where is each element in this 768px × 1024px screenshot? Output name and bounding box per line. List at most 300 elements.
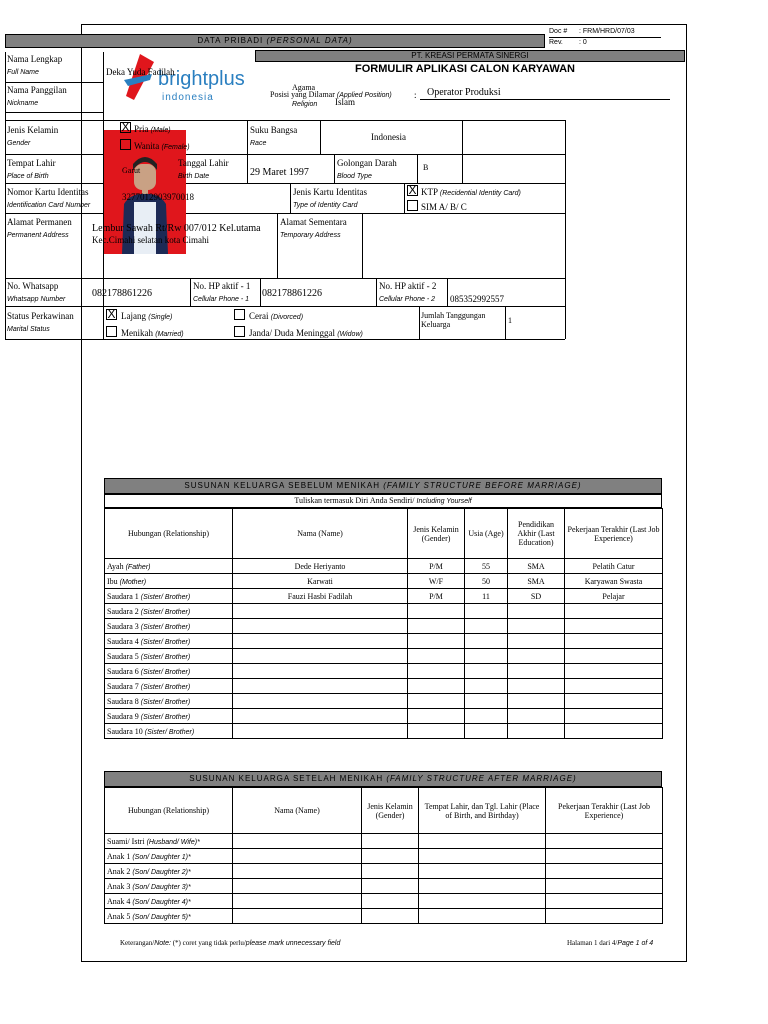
grid-line <box>362 213 363 278</box>
row-gender[interactable] <box>408 649 465 664</box>
birth-date-value: 29 Maret 1997 <box>250 167 309 178</box>
family-before-row <box>105 664 663 679</box>
doc-no-label: Doc # <box>549 28 568 35</box>
row-birth[interactable] <box>419 849 546 864</box>
row-name[interactable] <box>233 909 362 924</box>
family-after-title: SUSUNAN KELUARGA SETELAH MENIKAH <box>189 774 384 783</box>
rel-italic: (Sister/ Brother) <box>140 683 191 691</box>
row-relationship <box>105 649 233 664</box>
address-line-2: Kec.Cimahi selatan kota Cimahi <box>92 235 209 245</box>
phone2-italic: Cellular Phone - 2 <box>379 296 436 303</box>
position-value: Operator Produksi <box>427 87 501 98</box>
marital-widow-label <box>249 328 363 338</box>
grid-line <box>5 154 565 155</box>
row-birth[interactable] <box>419 834 546 849</box>
logo-subtext: indonesia <box>162 92 214 103</box>
row-relationship <box>105 894 233 909</box>
row-education[interactable]: SMA <box>508 559 565 574</box>
married-italic: (Married) <box>155 331 184 338</box>
grid-line <box>277 213 278 278</box>
blood-value: B <box>423 163 429 172</box>
row-relationship <box>105 709 233 724</box>
label-address <box>7 217 72 239</box>
family-after-title-italic: (FAMILY STRUCTURE AFTER MARRIAGE) <box>386 774 577 783</box>
row-age[interactable] <box>465 694 508 709</box>
row-relationship <box>105 574 233 589</box>
family-after-row <box>105 879 663 894</box>
id-type-label: Jenis Kartu Identitas <box>293 187 367 197</box>
whatsapp-italic: Whatsapp Number <box>7 296 66 303</box>
id-number-value: 3277012903970018 <box>122 192 194 202</box>
company-name: PT. KREASI PERMATA SINERGI <box>411 51 529 60</box>
after-header-job: Pekerjaan Terakhir (Last Job Experience) <box>546 788 663 834</box>
page-italic: Page 1 of 4 <box>617 940 654 947</box>
rel-italic: (Sister/ Brother) <box>140 593 191 601</box>
personal-data-header <box>5 34 545 48</box>
marital-single-label <box>121 311 172 321</box>
marital-label: Status Perkawinan <box>7 311 74 321</box>
row-name[interactable] <box>233 849 362 864</box>
row-relationship <box>105 664 233 679</box>
row-relationship <box>105 604 233 619</box>
label-id-type <box>293 187 367 209</box>
family-before-title-italic: (FAMILY STRUCTURE BEFORE MARRIAGE) <box>383 481 582 490</box>
family-before-subtitle <box>104 494 662 508</box>
label-full-name <box>7 54 62 76</box>
family-before-row <box>105 559 663 574</box>
label-temp-address <box>280 217 347 239</box>
family-before-row <box>105 649 663 664</box>
rel-text: Saudara 6 <box>107 666 139 676</box>
row-relationship <box>105 589 233 604</box>
id-ktp-label <box>421 187 521 197</box>
grid-line <box>447 278 448 306</box>
row-job[interactable] <box>546 894 663 909</box>
male-text: Pria <box>134 124 149 134</box>
row-name[interactable] <box>233 664 408 679</box>
row-name[interactable] <box>233 894 362 909</box>
grid-line <box>376 278 377 306</box>
family-before-row <box>105 604 663 619</box>
birth-place-label: Tempat Lahir <box>7 158 56 168</box>
single-italic: (Single) <box>148 314 173 321</box>
marital-divorced-label <box>249 311 303 321</box>
rev-label: Rev. <box>549 39 563 46</box>
row-education[interactable]: SMA <box>508 574 565 589</box>
rel-text: Ibu <box>107 576 118 586</box>
phone-1-value: 082178861226 <box>262 288 322 299</box>
row-age[interactable] <box>465 679 508 694</box>
row-job[interactable] <box>565 664 663 679</box>
phone2-label: No. HP aktif - 2 <box>379 281 437 291</box>
row-age[interactable]: 50 <box>465 574 508 589</box>
religion-italic: Religion <box>292 101 318 108</box>
dependents-value: 1 <box>508 316 512 325</box>
rel-text: Saudara 5 <box>107 651 139 661</box>
row-name[interactable] <box>233 694 408 709</box>
grid-line <box>5 213 565 214</box>
doc-no-value: : FRM/HRD/07/03 <box>579 28 635 35</box>
row-job[interactable] <box>546 909 663 924</box>
row-job[interactable] <box>546 834 663 849</box>
family-before-table <box>104 508 663 739</box>
note-italic: Note: <box>154 940 171 947</box>
gender-male-label <box>134 124 171 134</box>
row-education[interactable] <box>508 694 565 709</box>
marital-single-checkbox[interactable]: X <box>107 307 116 321</box>
header-name: Nama (Name) <box>233 509 408 559</box>
row-gender[interactable] <box>408 724 465 739</box>
marital-married-checkbox[interactable] <box>106 326 117 337</box>
gender-female-label <box>134 141 190 151</box>
male-italic: (Male) <box>150 127 171 134</box>
family-after-row <box>105 864 663 879</box>
nationality-label: Suku Bangsa <box>250 125 298 135</box>
birth-date-italic: Birth Date <box>178 173 210 180</box>
rel-text: Saudara 3 <box>107 621 139 631</box>
grid-line <box>320 120 321 154</box>
family-after-header-row <box>105 788 663 834</box>
label-blood <box>337 158 397 180</box>
family-before-row <box>105 589 663 604</box>
religion-value: Islam <box>335 97 355 107</box>
birth-place-italic: Place of Birth <box>7 173 49 180</box>
rel-text: Anak 3 <box>107 881 131 891</box>
footer-page <box>567 939 653 947</box>
grid-line <box>247 120 248 183</box>
row-age[interactable]: 55 <box>465 559 508 574</box>
row-education[interactable] <box>508 649 565 664</box>
position-label-italic: (Applied Position) <box>336 92 392 99</box>
row-relationship <box>105 879 233 894</box>
logo-mark-icon <box>122 52 162 102</box>
grid-line <box>419 306 420 339</box>
family-before-row <box>105 694 663 709</box>
rel-italic: (Father) <box>125 563 151 571</box>
header-education: Pendidikan Akhir (Last Education) <box>508 509 565 559</box>
family-before-row <box>105 724 663 739</box>
row-gender[interactable] <box>408 634 465 649</box>
row-gender[interactable] <box>362 864 419 879</box>
rel-italic: (Sister/ Brother) <box>140 608 191 616</box>
full-name-label: Nama Lengkap <box>7 54 63 64</box>
family-after-row <box>105 849 663 864</box>
whatsapp-value: 082178861226 <box>92 288 152 299</box>
female-text: Wanita <box>134 141 160 151</box>
family-before-row <box>105 634 663 649</box>
grid-line <box>417 154 418 183</box>
header-age: Usia (Age) <box>465 509 508 559</box>
row-name[interactable] <box>233 864 362 879</box>
gender-female-checkbox[interactable] <box>120 139 131 150</box>
birth-place-value: Garut <box>122 166 141 175</box>
marital-italic: Marital Status <box>7 326 50 333</box>
row-name[interactable] <box>233 724 408 739</box>
row-relationship <box>105 634 233 649</box>
row-gender[interactable] <box>362 849 419 864</box>
row-name[interactable] <box>233 709 408 724</box>
rel-text: Anak 2 <box>107 866 131 876</box>
note-rest: (*) coret yang tidak perlu/ <box>172 939 246 947</box>
row-job[interactable] <box>565 724 663 739</box>
rel-italic: (Son/ Daughter 5)* <box>132 913 191 921</box>
rel-italic: (Sister/ Brother) <box>140 638 191 646</box>
row-name[interactable]: Dede Heriyanto <box>233 559 408 574</box>
row-job[interactable] <box>565 604 663 619</box>
label-birth-date <box>178 158 229 180</box>
id-sim-checkbox[interactable] <box>407 200 418 211</box>
row-age[interactable] <box>465 664 508 679</box>
row-birth[interactable] <box>419 879 546 894</box>
row-gender[interactable] <box>362 894 419 909</box>
row-name[interactable] <box>233 679 408 694</box>
row-education[interactable]: SD <box>508 589 565 604</box>
rel-italic: (Sister/ Brother) <box>140 668 191 676</box>
row-job[interactable]: Pelatih Catur <box>565 559 663 574</box>
phone1-label: No. HP aktif - 1 <box>193 281 251 291</box>
row-gender[interactable]: P/M <box>408 589 465 604</box>
label-phone-2 <box>379 281 436 303</box>
header-gender: Jenis Kelamin (Gender) <box>408 509 465 559</box>
row-job[interactable] <box>565 634 663 649</box>
married-text: Menikah <box>121 328 153 338</box>
row-education[interactable] <box>508 634 565 649</box>
after-header-relationship: Hubungan (Relationship) <box>105 788 233 834</box>
rel-italic: (Son/ Daughter 1)* <box>132 853 191 861</box>
note-label: Keterangan/ <box>120 939 155 947</box>
row-gender[interactable] <box>362 879 419 894</box>
row-birth[interactable] <box>419 909 546 924</box>
note-rest-italic: please mark unnecessary field <box>245 940 341 947</box>
position-underline <box>420 99 670 100</box>
grid-line <box>260 278 261 306</box>
id-ktp-checkbox[interactable]: X <box>408 183 417 197</box>
row-name[interactable] <box>233 634 408 649</box>
grid-line <box>5 120 565 121</box>
rel-text: Anak 1 <box>107 851 131 861</box>
temp-address-label: Alamat Sementara <box>280 217 347 227</box>
id-number-italic: Identification Card Number <box>7 202 91 209</box>
nationality-italic: Race <box>250 140 267 147</box>
rel-italic: (Son/ Daughter 4)* <box>132 898 191 906</box>
row-job[interactable] <box>546 879 663 894</box>
personal-data-title-italic: (PERSONAL DATA) <box>266 36 353 45</box>
grid-line <box>290 183 291 213</box>
rel-text: Saudara 8 <box>107 696 139 706</box>
grid-line <box>5 339 565 340</box>
single-text: Lajang <box>121 311 146 321</box>
rel-italic: (Sister/ Brother) <box>140 623 191 631</box>
row-age[interactable] <box>465 724 508 739</box>
family-after-table <box>104 787 663 924</box>
id-number-label: Nomor Kartu Identitas <box>7 187 89 197</box>
rel-text: Saudara 9 <box>107 711 139 721</box>
gender-label: Jenis Kelamin <box>7 125 59 135</box>
family-before-row <box>105 679 663 694</box>
label-gender <box>7 125 58 147</box>
row-education[interactable] <box>508 724 565 739</box>
rel-italic: (Sister/ Brother) <box>140 698 191 706</box>
family-before-row <box>105 574 663 589</box>
grid-line <box>5 183 565 184</box>
address-line-1: Lembur Sawah Rt/Rw 007/012 Kel.utama <box>92 223 261 234</box>
rel-italic: (Sister/ Brother) <box>140 653 191 661</box>
row-gender[interactable] <box>408 604 465 619</box>
rel-text: Ayah <box>107 561 124 571</box>
rel-text: Saudara 1 <box>107 591 139 601</box>
row-name[interactable] <box>233 649 408 664</box>
row-gender[interactable] <box>408 679 465 694</box>
marital-divorced-checkbox[interactable] <box>234 309 245 320</box>
row-age[interactable]: 11 <box>465 589 508 604</box>
full-name-italic: Full Name <box>7 69 39 76</box>
row-name[interactable] <box>233 879 362 894</box>
row-relationship <box>105 864 233 879</box>
birth-date-label: Tanggal Lahir <box>178 158 229 168</box>
row-job[interactable]: Karyawan Swasta <box>565 574 663 589</box>
rel-text: Saudara 7 <box>107 681 139 691</box>
nickname-italic: Nickname <box>7 100 39 107</box>
blood-italic: Blood Type <box>337 173 372 180</box>
row-job[interactable] <box>565 619 663 634</box>
rev-value: : 0 <box>579 39 587 46</box>
label-nickname <box>7 85 67 107</box>
row-name[interactable] <box>233 619 408 634</box>
header-job: Pekerjaan Terakhir (Last Job Experience) <box>565 509 663 559</box>
row-gender[interactable] <box>362 834 419 849</box>
id-sim-label: SIM A/ B/ C <box>421 202 467 212</box>
rel-text: Saudara 10 <box>107 726 143 736</box>
row-gender[interactable] <box>362 909 419 924</box>
row-gender[interactable]: P/M <box>408 559 465 574</box>
label-marital <box>7 311 74 333</box>
nickname-label: Nama Panggilan <box>7 85 67 95</box>
row-education[interactable] <box>508 679 565 694</box>
personal-data-title: DATA PRIBADI <box>197 36 264 45</box>
doc-number-box <box>549 27 661 48</box>
rel-italic: (Sister/ Brother) <box>140 713 191 721</box>
family-before-header-row <box>105 509 663 559</box>
label-nationality <box>250 125 297 147</box>
row-gender[interactable] <box>408 694 465 709</box>
row-job[interactable] <box>565 649 663 664</box>
row-education[interactable] <box>508 709 565 724</box>
row-relationship <box>105 724 233 739</box>
row-job[interactable] <box>565 694 663 709</box>
row-age[interactable] <box>465 604 508 619</box>
row-education[interactable] <box>508 619 565 634</box>
row-relationship <box>105 559 233 574</box>
row-age[interactable] <box>465 619 508 634</box>
family-after-row <box>105 834 663 849</box>
grid-line <box>5 278 565 279</box>
row-education[interactable] <box>508 604 565 619</box>
family-before-row <box>105 619 663 634</box>
address-italic: Permanent Address <box>7 232 69 239</box>
row-job[interactable]: Pelajar <box>565 589 663 604</box>
row-age[interactable] <box>465 709 508 724</box>
row-education[interactable] <box>508 664 565 679</box>
row-job[interactable] <box>546 849 663 864</box>
family-before-header <box>104 478 662 494</box>
subtitle-italic: Including Yourself <box>416 498 472 505</box>
row-birth[interactable] <box>419 894 546 909</box>
marital-widow-checkbox[interactable] <box>234 326 245 337</box>
divider <box>5 112 103 113</box>
temp-address-italic: Temporary Address <box>280 232 341 239</box>
position-label <box>270 90 392 99</box>
dependents-label: Jumlah Tanggungan Keluarga <box>421 311 486 329</box>
row-job[interactable] <box>546 864 663 879</box>
row-job[interactable] <box>565 709 663 724</box>
grid-line <box>505 306 506 339</box>
marital-married-label <box>121 328 184 338</box>
row-name[interactable] <box>233 834 362 849</box>
logo-text: brightplus <box>158 68 245 90</box>
row-gender[interactable]: W/F <box>408 574 465 589</box>
row-job[interactable] <box>565 679 663 694</box>
rel-text: Anak 4 <box>107 896 131 906</box>
row-name[interactable]: Karwati <box>233 574 408 589</box>
ktp-italic: (Recidential Identity Card) <box>439 190 521 197</box>
row-relationship <box>105 834 233 849</box>
row-gender[interactable] <box>408 709 465 724</box>
female-italic: (Female) <box>161 144 190 151</box>
row-birth[interactable] <box>419 864 546 879</box>
grid-line <box>190 278 191 306</box>
row-relationship <box>105 694 233 709</box>
position-colon: : <box>414 90 417 100</box>
rel-italic: (Sister/ Brother) <box>144 728 195 736</box>
grid-line <box>462 120 463 183</box>
grid-line <box>565 120 566 339</box>
row-name[interactable]: Fauzi Hasbi Fadilah <box>233 589 408 604</box>
phone1-italic: Cellular Phone - 1 <box>193 296 250 303</box>
widow-text: Janda/ Duda Meninggal <box>249 328 335 338</box>
grid-line <box>404 183 405 213</box>
row-relationship <box>105 619 233 634</box>
gender-italic: Gender <box>7 140 31 147</box>
after-header-name: Nama (Name) <box>233 788 362 834</box>
rel-italic: (Son/ Daughter 2)* <box>132 868 191 876</box>
label-phone-1 <box>193 281 250 303</box>
family-before-title: SUSUNAN KELUARGA SEBELUM MENIKAH <box>184 481 381 490</box>
rel-italic: (Mother) <box>119 578 147 586</box>
address-label: Alamat Permanen <box>7 217 72 227</box>
rel-text: Saudara 4 <box>107 636 139 646</box>
row-relationship <box>105 909 233 924</box>
full-name-value: Deka Yuda Fadilah <box>106 67 175 77</box>
id-type-italic: Type of Identity Card <box>293 202 358 209</box>
position-label-text: Posisi yang Dilamar <box>270 90 335 99</box>
family-before-row <box>105 709 663 724</box>
subtitle-text: Tuliskan termasuk Diri Anda Sendiri/ <box>294 496 415 505</box>
ktp-text: KTP <box>421 187 438 197</box>
page-label: Halaman 1 dari 4/ <box>567 939 618 947</box>
row-name[interactable] <box>233 604 408 619</box>
rel-text: Saudara 2 <box>107 606 139 616</box>
gender-male-checkbox[interactable]: X <box>121 120 130 134</box>
family-after-row <box>105 894 663 909</box>
row-age[interactable] <box>465 634 508 649</box>
row-gender[interactable] <box>408 664 465 679</box>
after-header-birth: Tempat Lahir, dan Tgl. Lahir (Place of Birth, and Birthday) <box>419 788 546 834</box>
header-relationship: Hubungan (Relationship) <box>105 509 233 559</box>
row-age[interactable] <box>465 649 508 664</box>
label-whatsapp <box>7 281 65 303</box>
rel-text: Anak 5 <box>107 911 131 921</box>
row-gender[interactable] <box>408 619 465 634</box>
